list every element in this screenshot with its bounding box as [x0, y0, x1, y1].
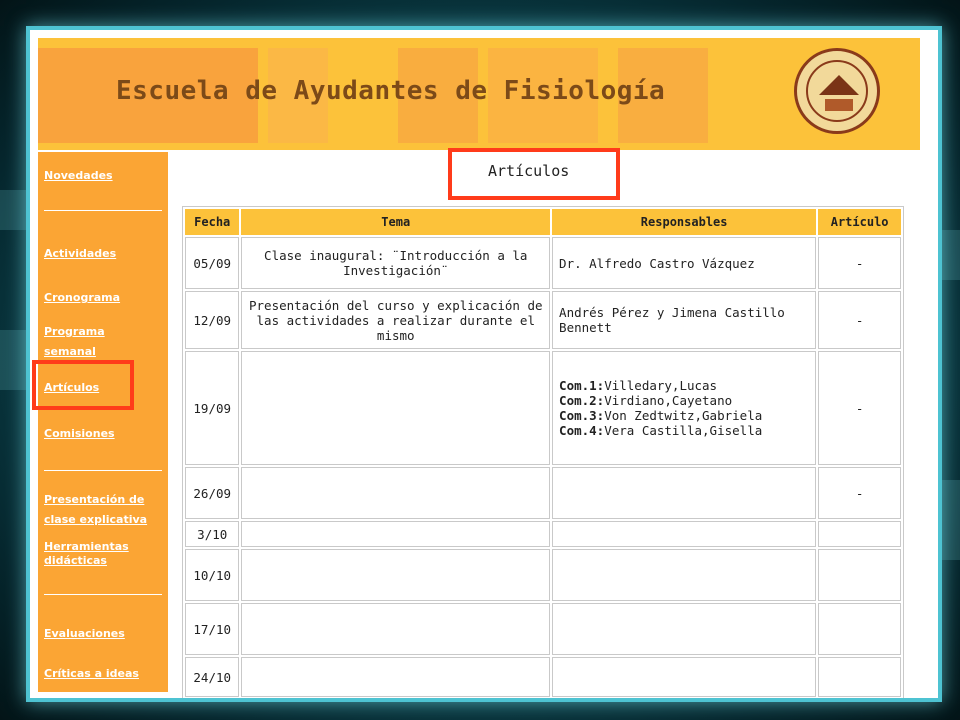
- commission-names: Villedary,Lucas: [604, 378, 718, 393]
- cell-articulo: -: [818, 291, 901, 349]
- sidebar-nav: [38, 152, 168, 692]
- sidebar-item-presentacion[interactable]: [44, 490, 147, 530]
- cell-responsables: [552, 549, 816, 601]
- main-content: [168, 152, 920, 692]
- column-header-articulo: Artículo: [818, 209, 901, 235]
- university-seal-logo: [794, 48, 880, 134]
- sidebar-item-programa-semanal[interactable]: [44, 322, 105, 362]
- table-row: [185, 549, 901, 601]
- cell-fecha: 12/09: [185, 291, 239, 349]
- cell-articulo: -: [818, 351, 901, 465]
- cell-fecha: 05/09: [185, 237, 239, 289]
- sidebar-item-label: Presentación de: [44, 493, 145, 506]
- commission-names: Virdiano,Cayetano: [604, 393, 733, 408]
- cell-tema: [241, 603, 550, 655]
- cell-articulo: [818, 657, 901, 697]
- sidebar-item-label: didácticas: [44, 554, 107, 567]
- table-row: [185, 657, 901, 697]
- sidebar-item-label: clase explicativa: [44, 513, 148, 526]
- cell-responsables: [552, 603, 816, 655]
- sidebar-item-comisiones[interactable]: Comisiones: [44, 427, 115, 440]
- sidebar-item-novedades[interactable]: Novedades: [44, 169, 113, 182]
- cell-articulo: -: [818, 237, 901, 289]
- cell-tema: Presentación del curso y explicación de las actividades a realizar durante el mismo: [241, 291, 550, 349]
- table-row: [185, 521, 901, 547]
- background-streak: [0, 190, 26, 230]
- commission-label: Com.2:: [559, 393, 605, 408]
- presentation-frame: [26, 26, 942, 702]
- sidebar-item-criticas[interactable]: Críticas a ideas: [44, 667, 139, 680]
- cell-tema: [241, 657, 550, 697]
- cell-tema: [241, 521, 550, 547]
- commission-names: Vera Castilla,Gisella: [604, 423, 763, 438]
- table-row: [185, 603, 901, 655]
- table-row: [185, 467, 901, 519]
- cell-responsables: [552, 657, 816, 697]
- sidebar-separator: [44, 470, 162, 471]
- table-row: [185, 351, 901, 465]
- background-streak: [0, 330, 26, 390]
- highlight-box-title: [448, 148, 620, 200]
- cell-articulo: [818, 549, 901, 601]
- highlight-box-sidebar: [32, 360, 134, 410]
- cell-tema: [241, 351, 550, 465]
- commission-label: Com.1:: [559, 378, 605, 393]
- column-header-tema: Tema: [241, 209, 550, 235]
- site-title: Escuela de Ayudantes de Fisiología: [116, 76, 666, 106]
- sidebar-item-label: Programa: [44, 325, 105, 338]
- sidebar-item-actividades[interactable]: Actividades: [44, 247, 117, 260]
- table-header-row: [185, 209, 901, 235]
- sidebar-item-label: semanal: [44, 345, 96, 358]
- column-header-fecha: Fecha: [185, 209, 239, 235]
- sidebar-item-evaluaciones[interactable]: Evaluaciones: [44, 627, 125, 640]
- table-row: [185, 237, 901, 289]
- cell-tema: Clase inaugural: ¨Introducción a la Investigación¨: [241, 237, 550, 289]
- cell-articulo: [818, 521, 901, 547]
- cell-fecha: 19/09: [185, 351, 239, 465]
- articles-table: [182, 206, 904, 700]
- column-header-responsables: Responsables: [552, 209, 816, 235]
- sidebar-item-cronograma[interactable]: Cronograma: [44, 291, 121, 304]
- cell-responsables: Dr. Alfredo Castro Vázquez: [552, 237, 816, 289]
- cell-fecha: 17/10: [185, 603, 239, 655]
- sidebar-item-articulos[interactable]: Artículos: [44, 381, 100, 394]
- cell-fecha: 24/10: [185, 657, 239, 697]
- cell-fecha: 10/10: [185, 549, 239, 601]
- sidebar-item-herramientas[interactable]: [44, 540, 129, 568]
- sidebar-item-label: Herramientas: [44, 540, 129, 553]
- cell-tema: [241, 467, 550, 519]
- cell-responsables: [552, 467, 816, 519]
- cell-articulo: [818, 603, 901, 655]
- cell-responsables: [552, 351, 816, 465]
- cell-fecha: 26/09: [185, 467, 239, 519]
- sidebar-separator: [44, 210, 162, 211]
- table-row: [185, 291, 901, 349]
- cell-articulo: -: [818, 467, 901, 519]
- commission-names: Von Zedtwitz,Gabriela: [604, 408, 763, 423]
- cell-responsables: Andrés Pérez y Jimena Castillo Bennett: [552, 291, 816, 349]
- sidebar-separator: [44, 594, 162, 595]
- site-header: [38, 38, 920, 150]
- commission-label: Com.4:: [559, 423, 605, 438]
- cell-tema: [241, 549, 550, 601]
- cell-fecha: 3/10: [185, 521, 239, 547]
- cell-responsables: [552, 521, 816, 547]
- commission-label: Com.3:: [559, 408, 605, 423]
- section-title: Artículos: [488, 162, 570, 180]
